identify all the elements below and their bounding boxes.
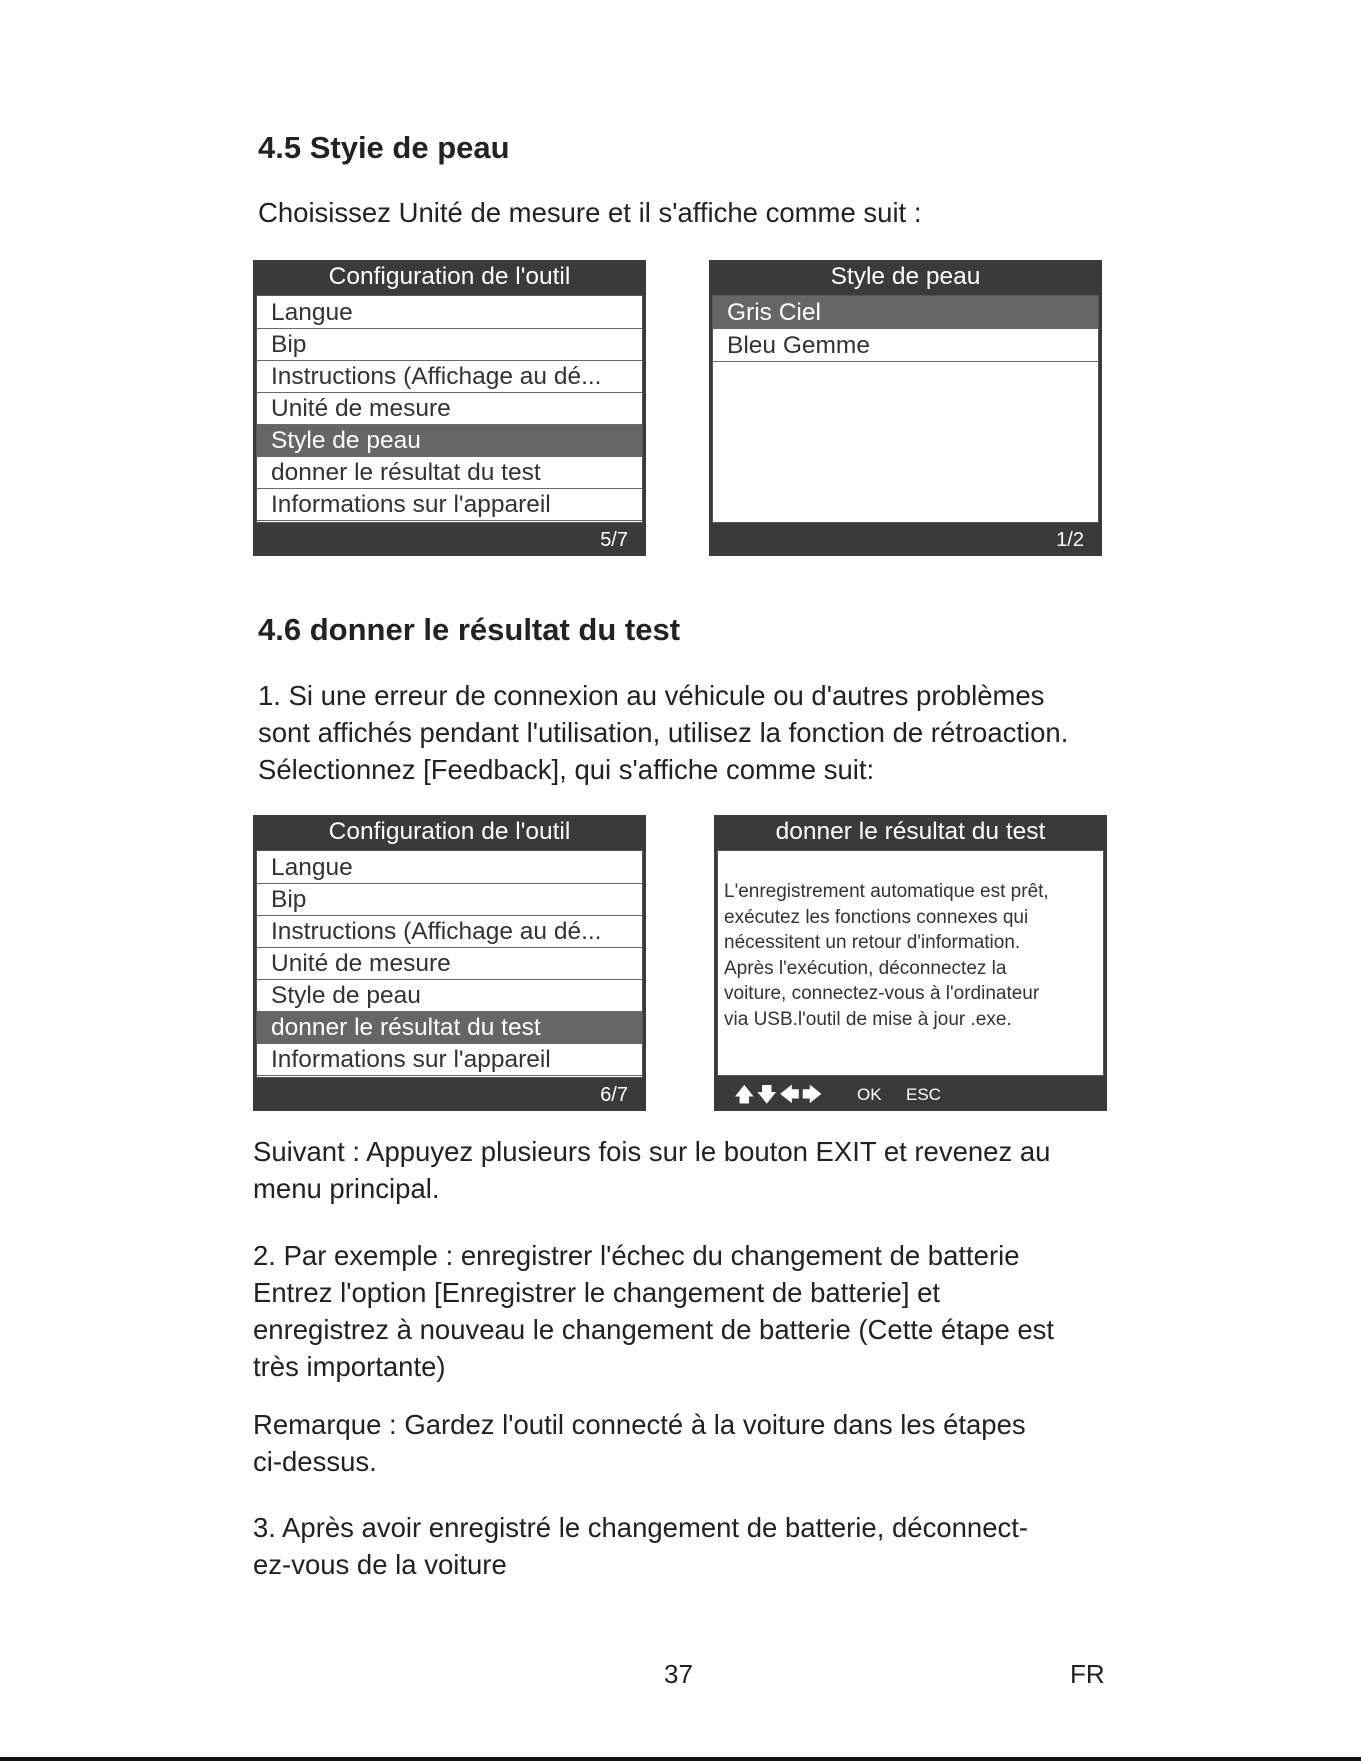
menu-item[interactable]: Instructions (Affichage au dé... — [257, 916, 642, 948]
paragraph-line: sont affichés pendant l'utilisation, utilisez la fonction de rétroaction. — [258, 717, 1069, 748]
language-code: FR — [1070, 1659, 1105, 1689]
menu-item[interactable]: Style de peau — [257, 980, 642, 1012]
menu-item[interactable]: Unité de mesure — [257, 393, 642, 425]
paragraph-line: ci-dessus. — [253, 1446, 377, 1477]
menu-item[interactable]: Informations sur l'appareil — [257, 489, 642, 521]
page-indicator: 6/7 — [600, 1084, 628, 1106]
paragraph-line: 1. Si une erreur de connexion au véhicule ou d'autres problèmes — [258, 680, 1045, 711]
menu-item[interactable]: donner le résultat du test — [257, 1012, 642, 1044]
screen-title: Style de peau — [830, 263, 981, 290]
menu-item[interactable]: Informations sur l'appareil — [257, 1044, 642, 1076]
menu-item[interactable]: donner le résultat du test — [257, 457, 642, 489]
feedback-message: L'enregistrement automatique est prêt, exécutez les fonctions connexes qui nécessitent un retour d'information. Après l'exécution, déconnectez la voiture, connectez-vous à l'ordinateur via USB.l'outil de mise à jour .exe. — [724, 881, 1049, 1030]
menu-list — [256, 295, 643, 523]
menu-item[interactable]: Gris Ciel — [713, 296, 1098, 329]
tool-config-screen — [253, 260, 646, 556]
message-panel — [717, 850, 1104, 1076]
skin-style-screen — [709, 260, 1102, 556]
paragraph-line: très importante) — [253, 1351, 446, 1382]
paragraph-line: enregistrez à nouveau le changement de batterie (Cette étape est — [253, 1314, 1055, 1345]
menu-item[interactable]: Instructions (Affichage au dé... — [257, 361, 642, 393]
screen-title: donner le résultat du test — [775, 818, 1046, 845]
menu-list — [256, 850, 643, 1078]
paragraph-line: Remarque : Gardez l'outil connecté à la voiture dans les étapes — [253, 1409, 1026, 1440]
page-number: 37 — [664, 1659, 693, 1689]
menu-item[interactable]: Bleu Gemme — [713, 329, 1098, 362]
tool-config-screen-feedback — [253, 815, 646, 1111]
menu-item[interactable]: Bip — [257, 329, 642, 361]
section-heading-4-5: 4.5 Styie de peau — [258, 130, 510, 165]
paragraph-line: Sélectionnez [Feedback], qui s'affiche comme suit: — [258, 754, 875, 785]
section-heading-4-6: 4.6 donner le résultat du test — [258, 612, 681, 647]
menu-list — [712, 295, 1099, 523]
screen-footer — [253, 524, 646, 556]
esc-key-label: ESC — [906, 1085, 941, 1104]
page-indicator: 5/7 — [600, 529, 628, 551]
screen-footer — [714, 1079, 1107, 1111]
menu-item[interactable]: Langue — [257, 851, 642, 884]
page-indicator: 1/2 — [1056, 529, 1084, 551]
screen-title: Configuration de l'outil — [328, 818, 571, 845]
bottom-border — [0, 1757, 1361, 1761]
arrow-keys-icon: 🡅🡇🡄🡆 — [734, 1084, 825, 1106]
paragraph-line: 2. Par exemple : enregistrer l'échec du changement de batterie — [253, 1240, 1020, 1271]
screen-footer — [709, 524, 1102, 556]
screen-title: Configuration de l'outil — [328, 263, 571, 290]
paragraph-line: Suivant : Appuyez plusieurs fois sur le bouton EXIT et revenez au — [253, 1136, 1051, 1167]
menu-item[interactable]: Style de peau — [257, 425, 642, 457]
paragraph-line: menu principal. — [253, 1173, 440, 1204]
menu-item[interactable]: Bip — [257, 884, 642, 916]
screen-footer — [253, 1079, 646, 1111]
menu-item[interactable]: Unité de mesure — [257, 948, 642, 980]
paragraph-line: ez-vous de la voiture — [253, 1549, 507, 1580]
menu-item[interactable]: Langue — [257, 296, 642, 329]
feedback-screen — [714, 815, 1107, 1111]
section-intro: Choisissez Unité de mesure et il s'affiche comme suit : — [258, 197, 922, 228]
ok-key-label: OK — [857, 1085, 882, 1104]
paragraph-line: Entrez l'option [Enregistrer le changement de batterie] et — [253, 1277, 941, 1308]
paragraph-line: 3. Après avoir enregistré le changement de batterie, déconnect- — [253, 1512, 1029, 1543]
